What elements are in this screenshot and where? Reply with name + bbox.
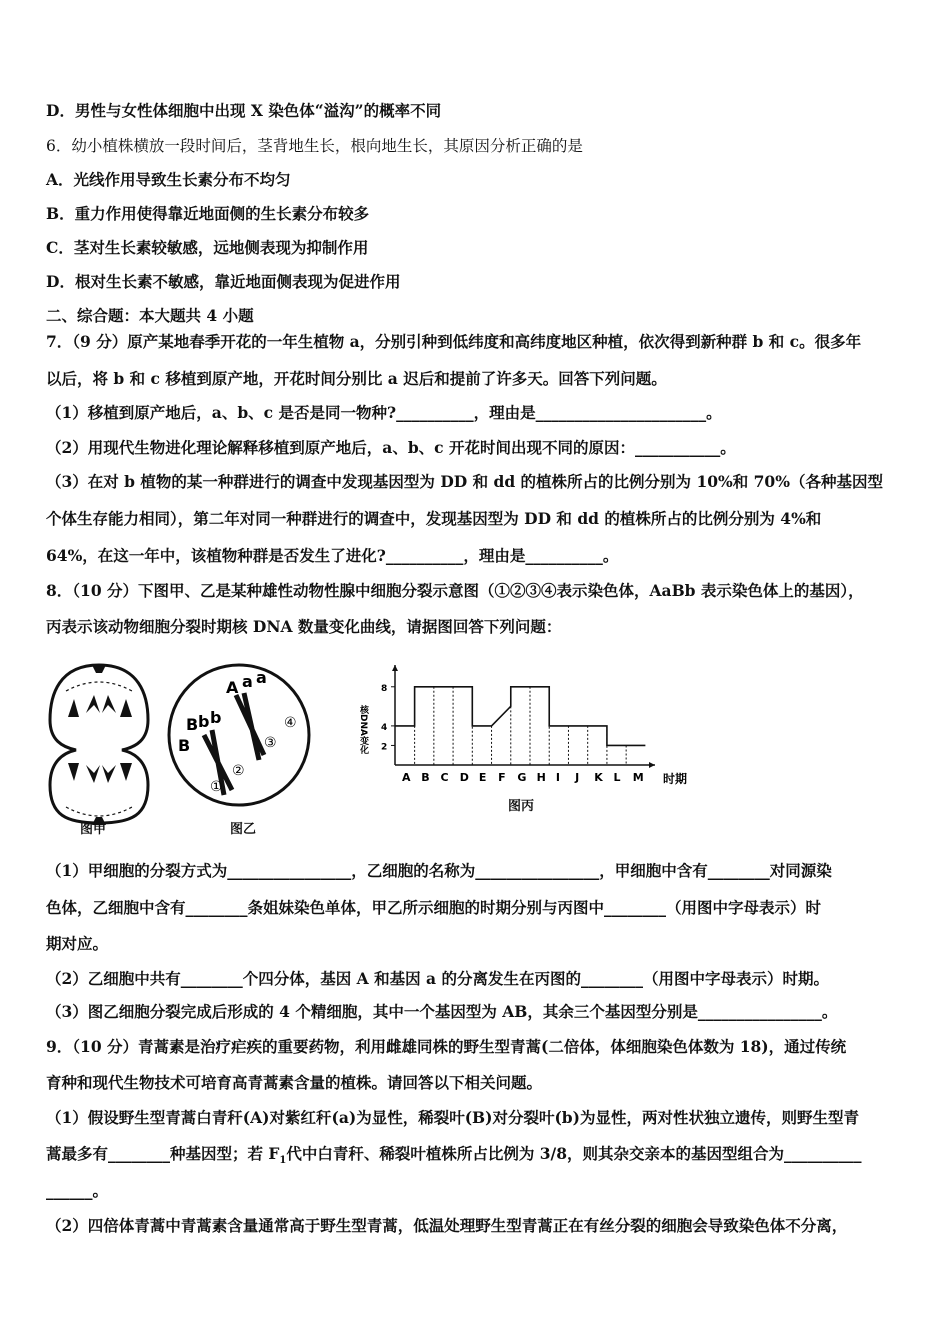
figure-bing-chart <box>355 665 695 815</box>
question-8-part-2: （2）乙细胞中共有________个四分体，基因 A 和基因 a 的分离发生在丙图的________（用图中字母表示）时期。 <box>46 969 829 988</box>
question-7-part-1: （1）移植到原产地后，a、b、c 是否是同一物种?__________，理由是______________________。 <box>46 403 722 422</box>
question-7-part-3b: 个体生存能力相同），第二年对同一种群进行的调查中，发现基因型为 DD 和 dd 的植株所占的比例分别为 4%和 <box>46 509 822 528</box>
option-c-q6: C．茎对生长素较敏感，远地侧表现为抑制作用 <box>46 238 369 257</box>
y-tick-label: 4 <box>381 722 388 733</box>
subscript-1: 1 <box>279 1155 287 1167</box>
x-tick-label: F <box>498 771 506 784</box>
x-tick-label: B <box>421 771 430 784</box>
q9-1b-text: 蒿最多有________种基因型；若 F <box>46 1144 280 1163</box>
chromosome-label: ③ <box>264 735 277 751</box>
chart-series <box>395 687 645 765</box>
question-8-part-1b: 色体，乙细胞中含有________条姐妹染色单体，甲乙所示细胞的时期分别与丙图中________（用图中字母表示）时 <box>46 898 822 917</box>
dna-curve <box>395 687 645 746</box>
x-tick-label: E <box>478 771 487 784</box>
option-b-q6: B．重力作用使得靠近地面侧的生长素分布较多 <box>46 204 370 223</box>
figure-jia <box>44 655 154 840</box>
option-d-q6: D．根对生长素不敏感，靠近地面侧表现为促进作用 <box>46 272 401 291</box>
x-tick-label: H <box>536 771 546 784</box>
section-heading: 二、综合题：本大题共 4 小题 <box>46 306 254 325</box>
question-6-stem: 6．幼小植株横放一段时间后，茎背地生长，根向地生长，其原因分析正确的是 <box>46 137 583 155</box>
question-9-part-1b <box>46 1143 908 1172</box>
x-tick-label: C <box>440 771 449 784</box>
chromosome-label: ④ <box>284 715 297 731</box>
gene-label: B <box>178 736 191 755</box>
option-a-q6: A．光线作用导致生长素分布不均匀 <box>46 170 291 189</box>
question-7-stem-1: 7．（9 分）原产某地春季开花的一年生植物 a，分别引种到低纬度和高纬度地区种植，依次得到新种群 b 和 c。很多年 <box>46 332 862 351</box>
x-tick-label: L <box>613 771 621 784</box>
gene-label: a <box>256 668 267 687</box>
y-tick-label: 8 <box>381 683 388 694</box>
chart-ylabel: 核DNA变化 <box>358 705 368 754</box>
question-7-stem-2: 以后，将 b 和 c 移植到原产地，开花时间分别比 a 迟后和提前了许多天。回答下列问题。 <box>46 369 667 388</box>
question-7-part-3c: 64%，在这一年中，该植物种群是否发生了进化?__________，理由是__________。 <box>46 546 619 565</box>
figure-jia-caption: 图甲 <box>80 822 107 837</box>
question-9-stem-1: 9．（10 分）青蒿素是治疗疟疾的重要药物，利用雌雄同株的野生型青蒿(二倍体，体细胞染色体数为 18)，通过传统 <box>46 1037 847 1056</box>
x-tick-label: D <box>459 771 469 784</box>
question-8-part-3: （3）图乙细胞分裂完成后形成的 4 个精细胞，其中一个基因型为 AB，其余三个基因型分别是________________。 <box>46 1002 838 1021</box>
chromosome-label: ② <box>232 763 245 779</box>
x-tick-label: I <box>555 771 560 784</box>
question-8-part-1c: 期对应。 <box>46 934 109 953</box>
chart-xlabel: 时期 <box>663 772 688 786</box>
x-tick-label: J <box>575 771 580 784</box>
x-tick-label: K <box>594 771 603 784</box>
q9-1b-text-cont: 代中白青秆、稀裂叶植株所占比例为 3/8，则其杂交亲本的基因型组合为__________ <box>286 1144 862 1163</box>
x-axis-arrow <box>649 762 655 768</box>
question-7-part-3a: （3）在对 b 植物的某一种群进行的调查中发现基因型为 DD 和 dd 的植株所占的比例分别为 10%和 70%（各种基因型 <box>46 472 883 491</box>
chart-axes <box>392 665 655 768</box>
chromosome-label: ① <box>210 779 223 795</box>
option-d-q5: D．男性与女性体细胞中出现 X 染色体“溢沟”的概率不同 <box>46 101 442 120</box>
x-tick-label: G <box>517 771 527 784</box>
gene-label: B <box>186 715 199 734</box>
x-tick-label: A <box>402 771 411 784</box>
gene-label: b <box>210 708 222 727</box>
chart-ticks <box>381 684 644 784</box>
question-9-part-1c: ______。 <box>46 1181 109 1200</box>
question-9-stem-2: 育种和现代生物技术可培育高青蒿素含量的植株。请回答以下相关问题。 <box>46 1073 543 1092</box>
gene-label: A <box>226 678 239 697</box>
x-tick-label: M <box>632 771 644 784</box>
question-7-part-2: （2）用现代生物进化理论解释移植到原产地后，a、b、c 开花时间出现不同的原因：___________。 <box>46 438 736 457</box>
gene-label: a <box>242 672 253 691</box>
figure-yi-caption: 图乙 <box>230 822 257 837</box>
y-axis-arrow <box>392 665 398 671</box>
question-9-part-2: （2）四倍体青蒿中青蒿素含量通常高于野生型青蒿，低温处理野生型青蒿正在有丝分裂的细胞会导致染色体不分离， <box>46 1216 848 1235</box>
question-9-part-1a: （1）假设野生型青蒿白青秆(A)对紫红秆(a)为显性，稀裂叶(B)对分裂叶(b)为显性，两对性状独立遗传，则野生型青 <box>46 1108 859 1127</box>
question-8-stem-2: 丙表示该动物细胞分裂时期核 DNA 数量变化曲线，请据图回答下列问题： <box>46 617 562 636</box>
figure-yi <box>164 655 314 815</box>
figure-bing-caption: 图丙 <box>508 799 535 814</box>
question-8-stem-1: 8．（10 分）下图甲、乙是某种雄性动物性腺中细胞分裂示意图（①②③④表示染色体，AaBb 表示染色体上的基因）， <box>46 581 864 600</box>
gene-label: b <box>198 712 210 731</box>
question-8-part-1a: （1）甲细胞的分裂方式为________________，乙细胞的名称为________________，甲细胞中含有________对同源染 <box>46 861 832 880</box>
chromosome-pair-ab <box>236 693 264 760</box>
y-tick-label: 2 <box>381 742 388 753</box>
